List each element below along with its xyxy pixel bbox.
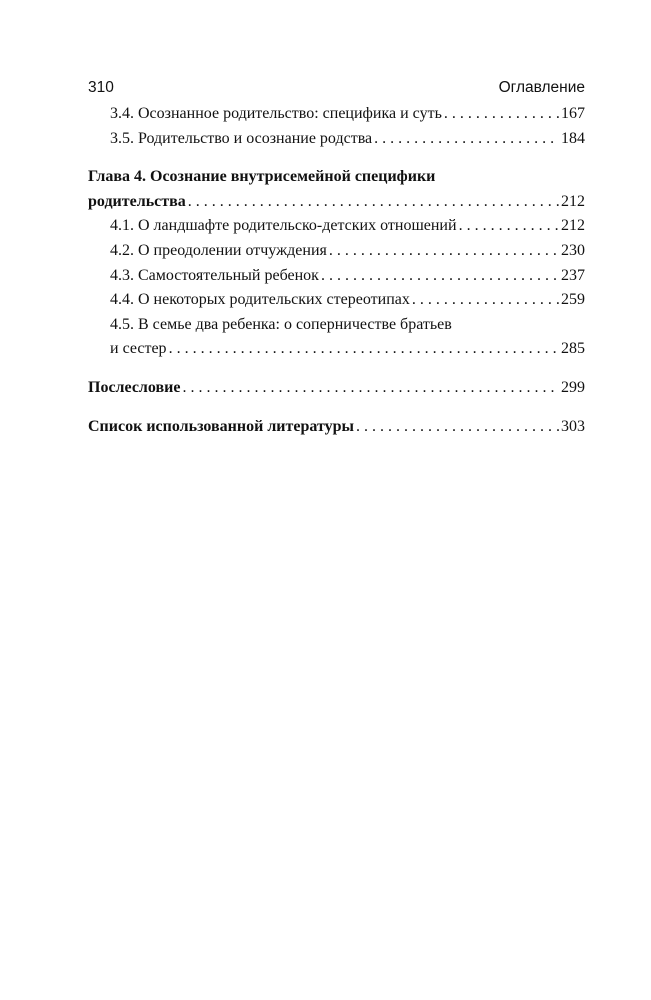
toc-entry-4-1[interactable] <box>88 214 585 239</box>
toc-entry-text: 4.2. О преодолении отчуждения <box>110 241 327 259</box>
toc-entry-text: Послесловие <box>88 378 181 396</box>
dot-leader <box>321 264 559 289</box>
running-header <box>88 78 585 102</box>
toc-entry-page: 230 <box>561 241 585 259</box>
toc-entry-text: 4.3. Самостоятельный ребенок <box>110 266 319 284</box>
toc-entry-text: Список использованной литературы <box>88 417 354 435</box>
toc-entry-page: 285 <box>561 340 585 358</box>
toc-entry-4-4[interactable] <box>88 288 585 313</box>
dot-leader <box>329 239 559 264</box>
dot-leader <box>459 214 559 239</box>
toc-entry-4-2[interactable] <box>88 239 585 264</box>
toc-entry-page: 212 <box>561 217 585 235</box>
page <box>88 78 585 439</box>
toc-entry-text: 4.1. О ландшафте родительско-детских отношений <box>110 217 457 235</box>
toc-entry-text: и сестер <box>110 340 167 358</box>
dot-leader <box>188 190 559 215</box>
toc-entry-text: родительства <box>88 192 186 210</box>
toc-entry-page: 299 <box>561 378 585 396</box>
dot-leader <box>412 288 559 313</box>
spacer <box>88 362 585 376</box>
toc-entry-text: 3.4. Осознанное родительство: специфика и суть <box>110 105 442 122</box>
toc-entry-page: 237 <box>561 266 585 284</box>
toc-entry-text: 4.4. О некоторых родительских стереотипах <box>110 291 410 309</box>
dot-leader <box>182 376 559 401</box>
toc-entry-page: 212 <box>561 192 585 210</box>
table-of-contents <box>88 102 585 439</box>
toc-entry-3-4[interactable] <box>88 102 585 127</box>
spacer <box>88 151 585 165</box>
dot-leader <box>374 127 559 152</box>
dot-leader <box>444 102 559 127</box>
toc-entry-4-5[interactable] <box>88 337 585 362</box>
page-number: 310 <box>88 79 114 96</box>
toc-entry-text: 3.5. Родительство и осознание родства <box>110 129 373 147</box>
toc-entry-page: 167 <box>561 105 585 122</box>
dot-leader <box>356 415 559 440</box>
toc-afterword[interactable] <box>88 376 585 401</box>
toc-entry-page: 303 <box>561 417 585 435</box>
section-title: Оглавление <box>498 79 585 96</box>
toc-entry-4-3[interactable] <box>88 264 585 289</box>
spacer <box>88 401 585 415</box>
toc-entry-page: 259 <box>561 291 585 309</box>
toc-chapter-4-title-line1[interactable]: Глава 4. Осознание внутрисемейной специфики <box>88 168 436 186</box>
toc-entry-4-5-line1[interactable]: 4.5. В семье два ребенка: о соперничестве братьев <box>110 315 452 333</box>
toc-entry-page: 184 <box>561 129 585 147</box>
toc-entry-3-5[interactable] <box>88 127 585 152</box>
toc-references[interactable] <box>88 415 585 440</box>
toc-chapter-4[interactable] <box>88 190 585 215</box>
dot-leader <box>169 337 559 362</box>
